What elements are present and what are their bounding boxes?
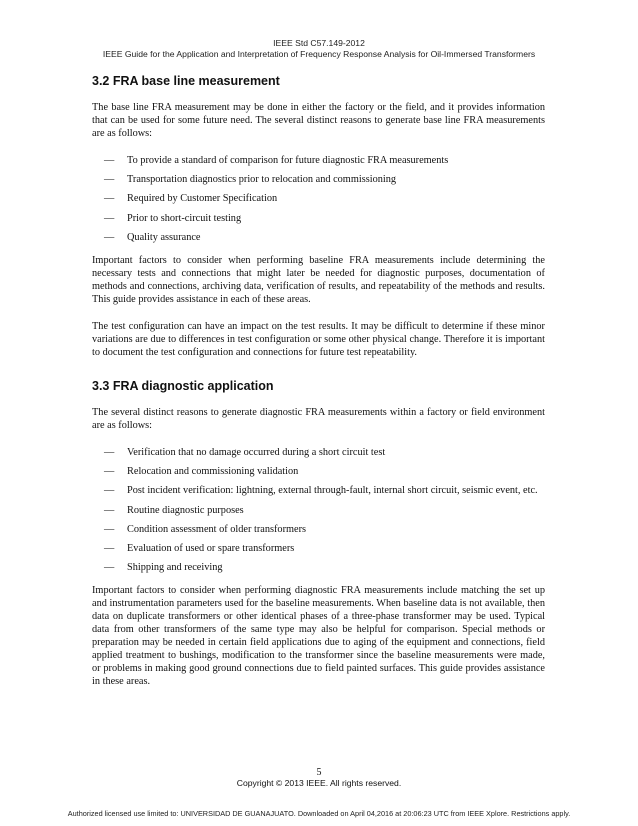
copyright-notice: Copyright © 2013 IEEE. All rights reserved. bbox=[236, 778, 402, 788]
dash-bullet: — bbox=[104, 193, 115, 205]
list-item: — Evaluation of used or spare transformers bbox=[104, 542, 295, 554]
list-item: — Quality assurance bbox=[104, 231, 201, 243]
section-3-2-heading: 3.2 FRA base line measurement bbox=[92, 74, 280, 88]
list-item: — Post incident verification: lightning, external through-fault, internal short circuit, seismic event, etc. bbox=[104, 485, 538, 497]
dash-bullet: — bbox=[104, 447, 115, 458]
list-item: — Transportation diagnostics prior to relocation and commissioning bbox=[104, 174, 397, 186]
section-3-3-intro: The several distinct reasons to generate diagnostic FRA measurements within a factory or field environment are as follows: bbox=[92, 407, 545, 431]
dash-bullet: — bbox=[104, 212, 115, 224]
section-3-3-heading: 3.3 FRA diagnostic application bbox=[92, 379, 274, 393]
header-title: IEEE Guide for the Application and Interpretation of Frequency Response Analysis for Oil-Immersed Transformers bbox=[102, 49, 536, 59]
section-3-2-intro: The base line FRA measurement may be done in either the factory or the field, and it provides information that can be used for some future need. The several distinct reasons to generate base line FRA measurements are as follows: bbox=[92, 102, 545, 139]
dash-bullet: — bbox=[104, 562, 115, 574]
list-item: — Required by Customer Specification bbox=[104, 193, 278, 205]
list-item: — Verification that no damage occurred during a short circuit test bbox=[104, 447, 386, 458]
license-notice: Authorized licensed use limited to: UNIVERSIDAD DE GUANAJUATO. Downloaded on April 04,2016 at 20:06:23 UTC from IEEE Xplore. Restrictions apply. bbox=[67, 809, 571, 818]
section-3-3-paragraph-factors: Important factors to consider when performing diagnostic FRA measurements include matching the set up and instrumentation parameters used for the baseline measurements. When baseline data is not available, then data on duplicate transformers or other identical phases of a three-phase transformer may be used. Typical data from other transformers of the same type may also be helpful for comparison. Special methods or preparation may be needed in certain field applications due to aging of the equipment and connections, field applied treatment to bushings, modification to the transformer since the baseline measurements were made, or problems in making good ground connections due to field painted surfaces. This guide provides assistance in these areas. bbox=[92, 585, 545, 687]
dash-bullet: — bbox=[104, 523, 115, 535]
dash-bullet: — bbox=[104, 155, 115, 166]
section-3-2-paragraph-factors: Important factors to consider when performing baseline FRA measurements include determining the necessary tests and connections that might later be needed for diagnostic purposes, documentation of methods and connections, archiving data, verification of results, and repeatability of the methods and results. This guide provides assistance in each of these areas. bbox=[92, 255, 545, 305]
dash-bullet: — bbox=[104, 174, 115, 186]
dash-bullet: — bbox=[104, 485, 115, 497]
dash-bullet: — bbox=[104, 504, 115, 516]
list-item: — Shipping and receiving bbox=[104, 562, 223, 574]
list-item: — Condition assessment of older transformers bbox=[104, 523, 307, 535]
dash-bullet: — bbox=[104, 466, 115, 478]
dash-bullet: — bbox=[104, 542, 115, 554]
header-standard-number: IEEE Std C57.149-2012 bbox=[273, 38, 365, 48]
section-3-3-list bbox=[92, 446, 552, 580]
list-item: — Routine diagnostic purposes bbox=[104, 504, 244, 516]
page-number: 5 bbox=[316, 767, 322, 778]
list-item: — To provide a standard of comparison for future diagnostic FRA measurements bbox=[104, 155, 449, 166]
section-3-2-paragraph-configuration: The test configuration can have an impact on the test results. It may be difficult to determine if these minor variations are due to differences in test configuration or some other physical change. Therefore it is important to document the test configuration and connections for future test repeatability. bbox=[92, 321, 545, 358]
section-3-2-list bbox=[92, 154, 552, 250]
list-item: — Relocation and commissioning validation bbox=[104, 466, 299, 478]
list-item: — Prior to short-circuit testing bbox=[104, 212, 242, 224]
dash-bullet: — bbox=[104, 231, 115, 243]
